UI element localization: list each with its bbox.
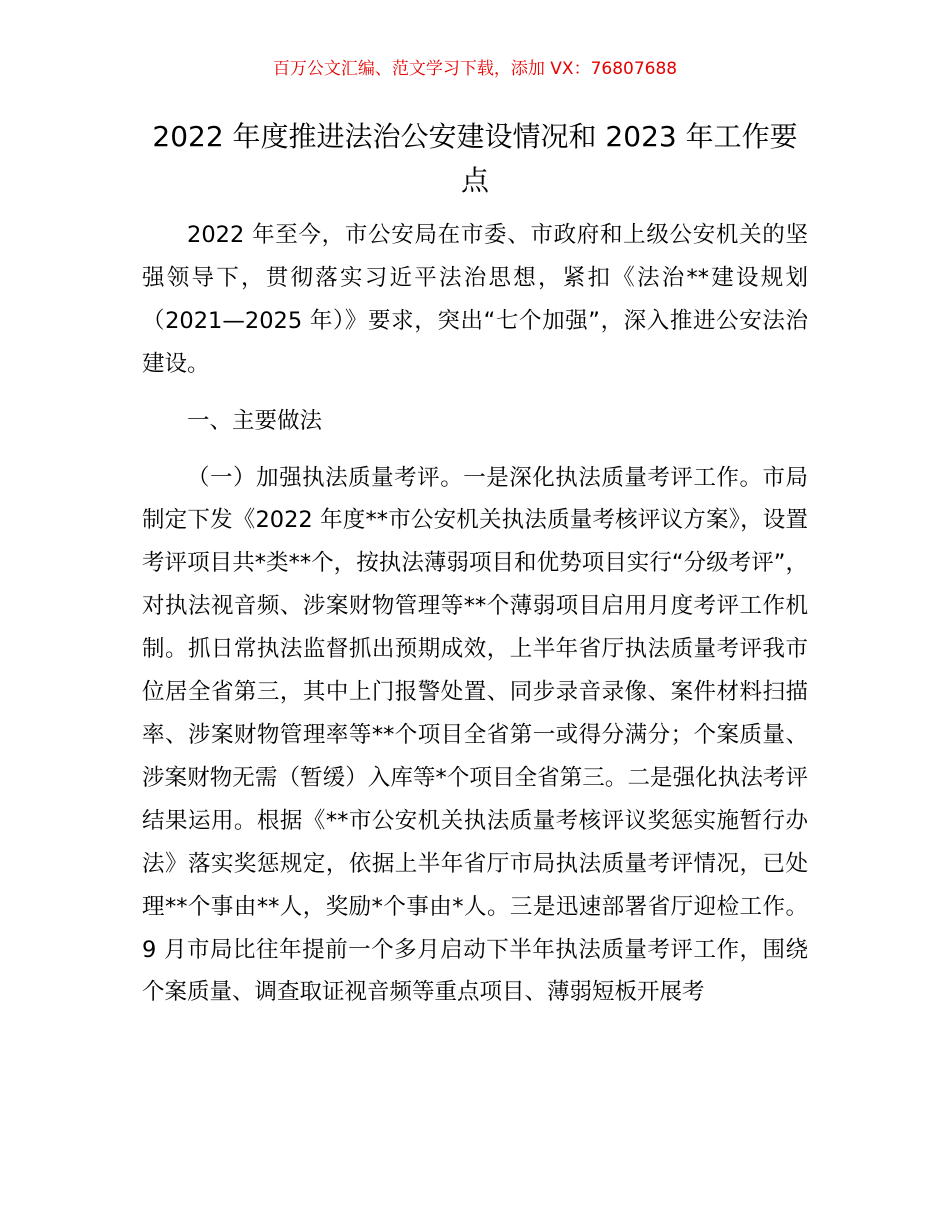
document-title: 2022 年度推进法治公安建设情况和 2023 年工作要点	[152, 120, 798, 197]
intro-paragraph: 2022 年至今，市公安局在市委、市政府和上级公安机关的坚强领导下，贯彻落实习近平法治思想，紧扣《法治**建设规划（2021—2025 年）》要求，突出“七个加强”，深入推进公安法治建设。	[142, 222, 808, 377]
document-body	[142, 214, 808, 1014]
header-banner: 百万公文汇编、范文学习下载，添加 VX：76807688	[272, 59, 678, 79]
body-paragraph: （一）加强执法质量考评。一是深化执法质量考评工作。市局制定下发《2022 年度**市公安机关执法质量考核评议方案》，设置考评项目共*类**个，按执法薄弱项目和优势项目实行“分级考评”，对执法视音频、涉案财物管理等**个薄弱项目启用月度考评工作机制。抓日常执法监督抓出预期成效，上半年省厅执法质量考评我市位居全省第三，其中上门报警处置、同步录音录像、案件材料扫描率、涉案财物管理率等**个项目全省第一或得分满分；个案质量、涉案财物无需（暂缓）入库等*个项目全省第三。二是强化执法考评结果运用。根据《**市公安机关执法质量考核评议奖惩实施暂行办法》落实奖惩规定，依据上半年省厅市局执法质量考评情况，已处理**个事由**人，奖励*个事由*人。三是迅速部署省厅迎检工作。9 月市局比往年提前一个多月启动下半年执法质量考评工作，围绕个案质量、调查取证视音频等重点项目、薄弱短板开展考	[142, 464, 808, 1006]
section-heading: 一、主要做法	[187, 407, 323, 434]
